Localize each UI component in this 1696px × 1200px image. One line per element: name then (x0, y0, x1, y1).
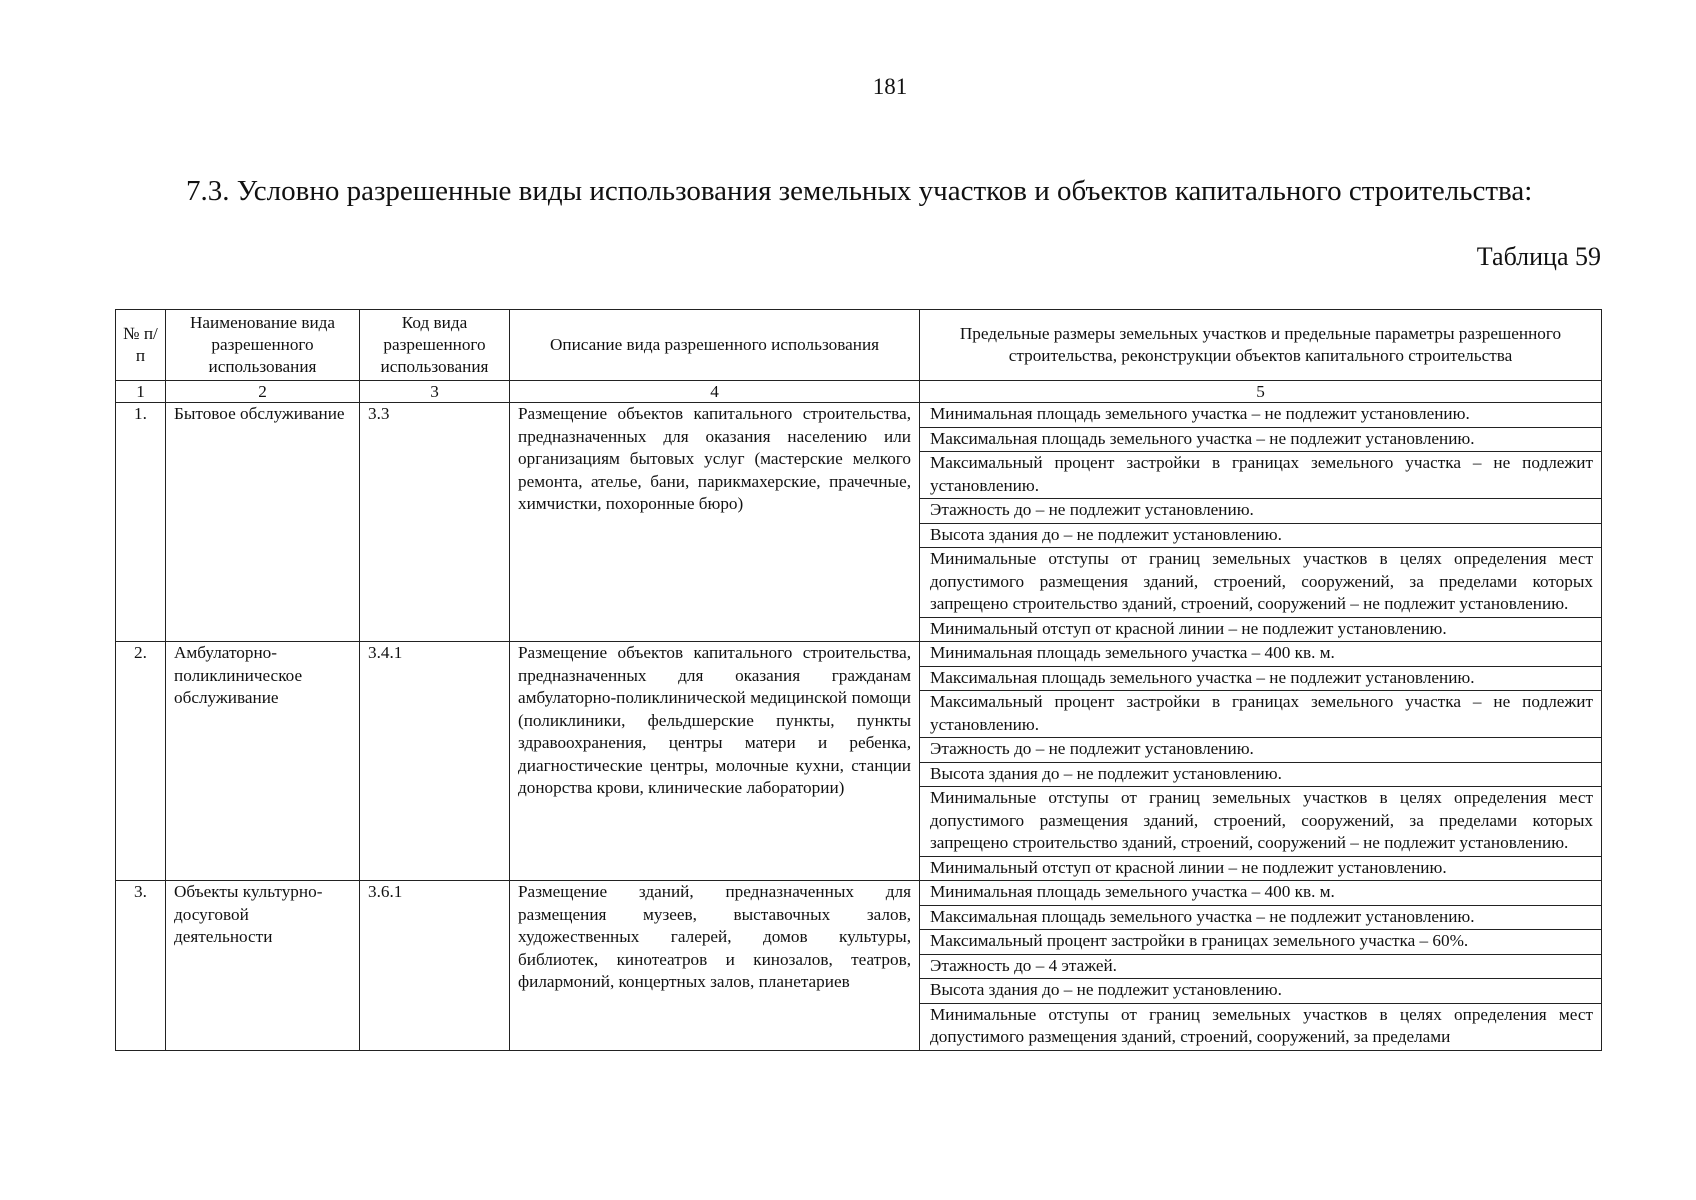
use-name: Объекты культурно-досуговой деятельности (166, 881, 360, 1051)
parameter: Минимальный отступ от красной линии – не подлежит установлению. (930, 618, 1447, 638)
parameter: Минимальная площадь земельного участка – 400 кв. м. (920, 881, 1601, 906)
parameter: Максимальная площадь земельного участка – не подлежит установлению. (920, 428, 1601, 453)
land-use-table (115, 309, 1602, 1051)
column-number-row (116, 381, 1602, 403)
parameter: Этажность до – не подлежит установлению. (920, 738, 1601, 763)
parameter: Минимальные отступы от границ земельных участков в целях определения мест допустимого размещения зданий, строений, сооружений, за пределами которых запрещено строительство зданий, строений, сооружений – не подлежит установлению. (920, 787, 1601, 857)
row-number: 1. (116, 403, 166, 642)
parameter: Минимальная площадь земельного участка – 400 кв. м. (920, 642, 1601, 667)
use-code: 3.4.1 (360, 642, 510, 881)
parameter: Максимальная площадь земельного участка – не подлежит установлению. (920, 906, 1601, 931)
use-name: Бытовое обслуживание (166, 403, 360, 642)
header-name: Наименование вида разрешенного использования (166, 310, 360, 381)
parameter: Минимальные отступы от границ земельных участков в целях определения мест допустимого размещения зданий, строений, сооружений, за пределами (930, 1004, 1593, 1046)
parameter: Высота здания до – не подлежит установлению. (920, 763, 1601, 788)
use-name: Амбулаторно-поликлиническое обслуживание (166, 642, 360, 881)
column-number: 1 (116, 381, 166, 403)
parameter: Высота здания до – не подлежит установлению. (920, 524, 1601, 549)
column-number: 3 (360, 381, 510, 403)
row-number: 3. (116, 881, 166, 1051)
table-row (116, 642, 1602, 881)
use-code: 3.3 (360, 403, 510, 642)
parameter: Этажность до – 4 этажей. (920, 955, 1601, 980)
header-limits: Предельные размеры земельных участков и предельные параметры разрешенного строительства, реконструкции объектов капитального строительства (920, 310, 1602, 381)
use-description: Размещение зданий, предназначенных для размещения музеев, выставочных залов, художественных галерей, домов культуры, библиотек, кинотеатров и кинозалов, театров, филармоний, концертных залов, планетариев (510, 881, 920, 1051)
header-row (116, 310, 1602, 381)
parameter: Этажность до – не подлежит установлению. (920, 499, 1601, 524)
parameter: Максимальная площадь земельного участка – не подлежит установлению. (920, 667, 1601, 692)
table-caption: Таблица 59 (1476, 242, 1601, 271)
parameter-list (920, 881, 1602, 1051)
use-description: Размещение объектов капитального строительства, предназначенных для оказания населению или организациям бытовых услуг (мастерские мелкого ремонта, ателье, бани, парикмахерские, прачечные, химчистки, похоронные бюро) (510, 403, 920, 642)
parameter: Максимальный процент застройки в границах земельного участка – не подлежит установлению. (920, 691, 1601, 738)
parameter: Минимальный отступ от красной линии – не подлежит установлению. (930, 857, 1447, 877)
column-number: 5 (920, 381, 1602, 403)
header-no: № п/п (116, 310, 166, 381)
use-code: 3.6.1 (360, 881, 510, 1051)
row-number: 2. (116, 642, 166, 881)
parameter: Максимальный процент застройки в границах земельного участка – не подлежит установлению. (920, 452, 1601, 499)
parameter: Высота здания до – не подлежит установлению. (920, 979, 1601, 1004)
use-description: Размещение объектов капитального строительства, предназначенных для оказания гражданам амбулаторно-поликлинической медицинской помощи (поликлиники, фельдшерские пункты, пункты здравоохранения, центры матери и ребенка, диагностические центры, молочные кухни, станции донорства крови, клинические лаборатории) (510, 642, 920, 881)
table-row (116, 881, 1602, 1051)
parameter: Минимальная площадь земельного участка – не подлежит установлению. (920, 403, 1601, 428)
column-number: 4 (510, 381, 920, 403)
parameter-list (920, 403, 1602, 642)
page-number: 181 (872, 74, 908, 99)
header-description: Описание вида разрешенного использования (510, 310, 920, 381)
parameter: Минимальные отступы от границ земельных участков в целях определения мест допустимого размещения зданий, строений, сооружений, за пределами которых запрещено строительство зданий, строений, сооружений – не подлежит установлению. (920, 548, 1601, 618)
table-row (116, 403, 1602, 642)
section-title: 7.3. Условно разрешенные виды использования земельных участков и объектов капитального строительства: (186, 175, 1533, 207)
header-code: Код вида разрешенного использования (360, 310, 510, 381)
parameter-list (920, 642, 1602, 881)
column-number: 2 (166, 381, 360, 403)
parameter: Максимальный процент застройки в границах земельного участка – 60%. (920, 930, 1601, 955)
